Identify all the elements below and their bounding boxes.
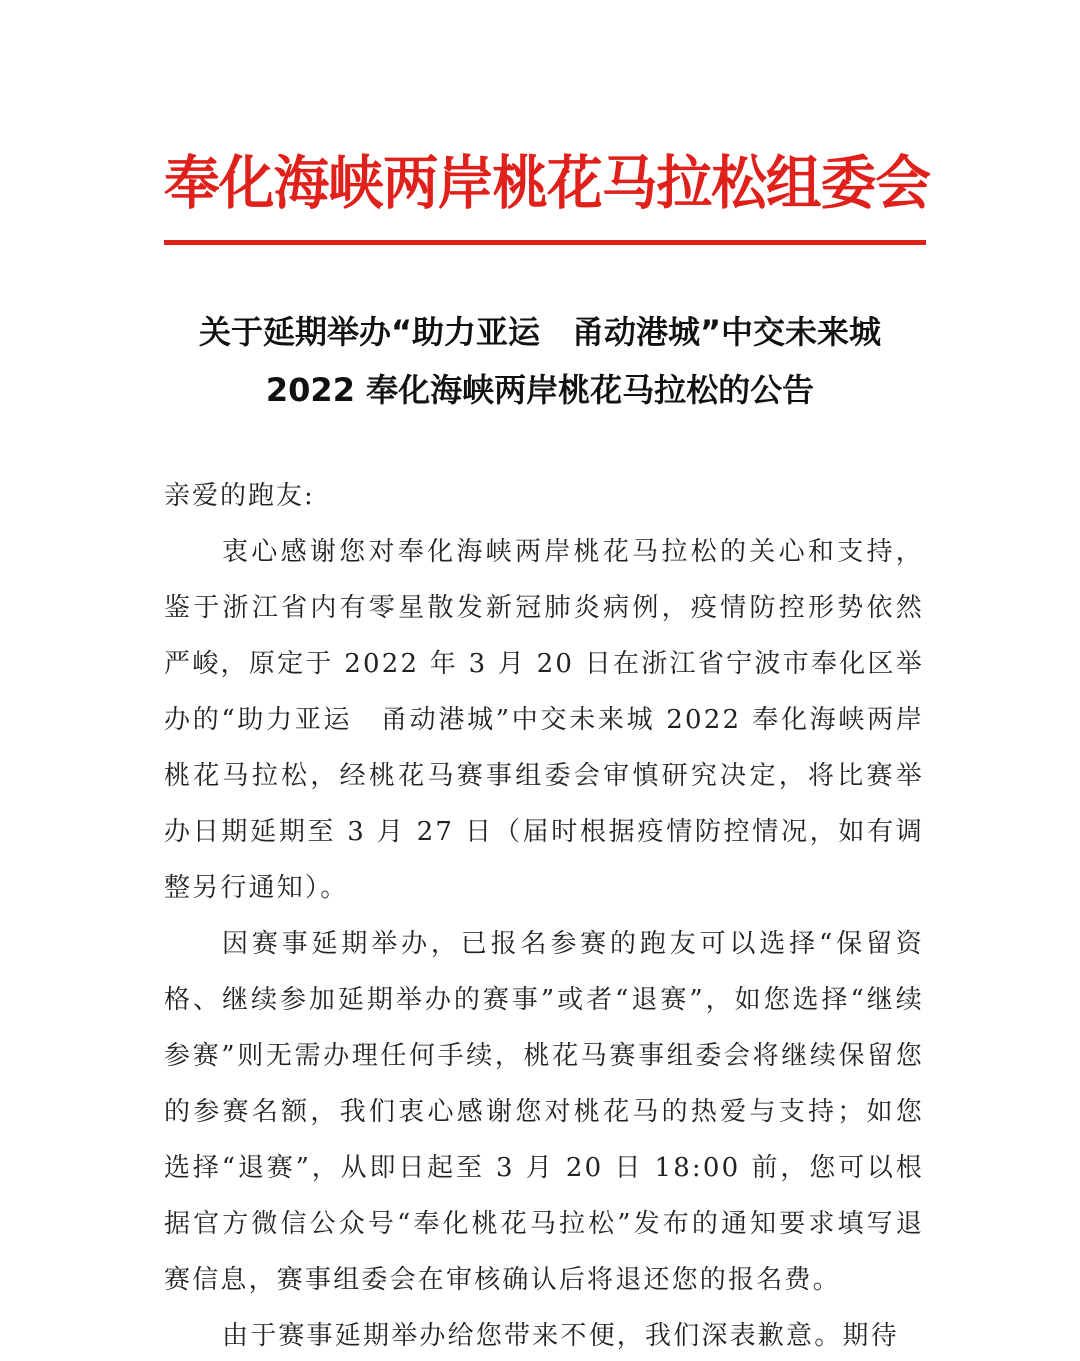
organizer-masthead: 奉化海峡两岸桃花马拉松组委会 [164, 149, 931, 217]
paragraph-postponement [164, 524, 924, 916]
paragraph-refund-options-text: 因赛事延期举办，已报名参赛的跑友可以选择“保留资格、继续参加延期举办的赛事”或者“退赛”，如您选择“继续参赛”则无需办理任何手续，桃花马赛事组委会将继续保留您的参赛名额，我们衷心感谢您对桃花马的热爱与支持；如您选择“退赛”，从即日起至 3 月 20 日 18:00 前，您可以根据官方微信公众号“奉化桃花马拉松”发布的通知要求填写退赛信息，赛事组委会在审核确认后将退还您的报名费。 [164, 929, 924, 1295]
paragraph-apology [164, 1308, 924, 1361]
salutation: 亲爱的跑友: [164, 481, 315, 511]
announcement-title-line-1: 关于延期举办“助力亚运 甬动港城”中交未来城 [198, 313, 882, 351]
announcement-title-line-2: 2022 奉化海峡两岸桃花马拉松的公告 [265, 371, 815, 409]
paragraph-apology-text: 由于赛事延期举办给您带来不便，我们深表歉意。期待 [222, 1321, 899, 1351]
paragraph-refund-options [164, 916, 924, 1308]
paragraph-postponement-text: 衷心感谢您对奉化海峡两岸桃花马拉松的关心和支持，鉴于浙江省内有零星散发新冠肺炎病例，疫情防控形势依然严峻，原定于 2022 年 3 月 20 日在浙江省宁波市奉化区举办的“助力亚运 甬动港城”中交未来城 2022 奉化海峡两岸桃花马拉松，经桃花马赛事组委会审慎研究决定，将比赛举办日期延期至 3 月 27 日（届时根据疫情防控情况，如有调整另行通知）。 [164, 537, 924, 903]
masthead-divider [164, 240, 926, 245]
